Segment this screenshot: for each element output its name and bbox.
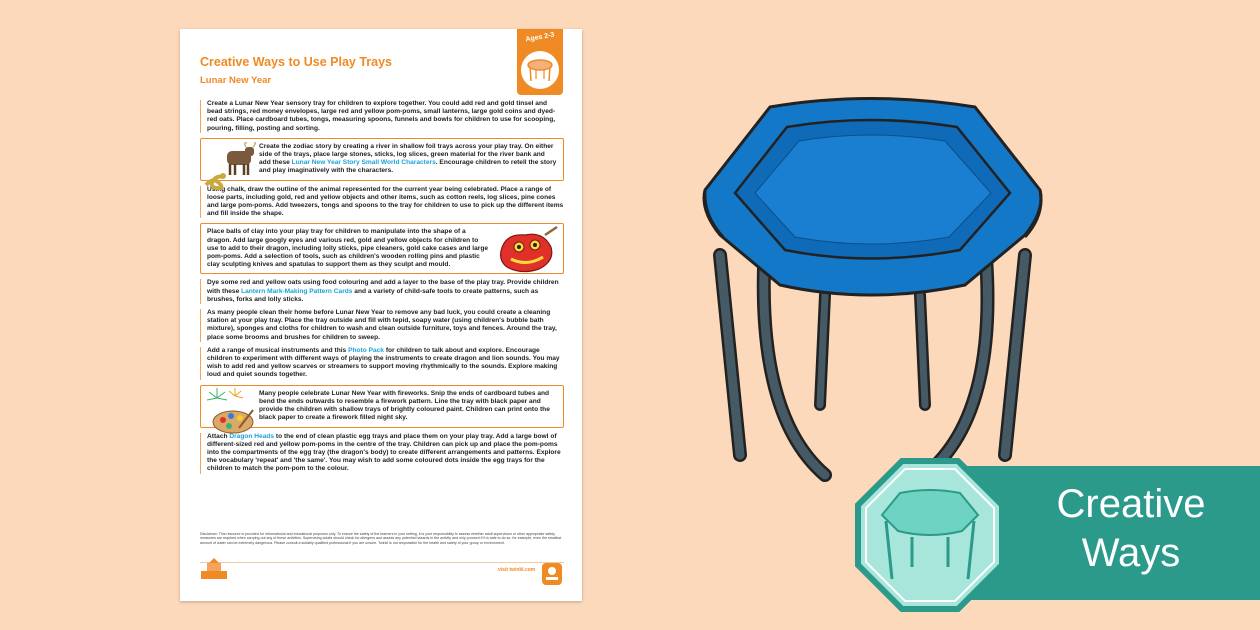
building-blocks-icon xyxy=(199,557,229,586)
activity-musical-instruments xyxy=(200,347,564,380)
activity-sensory-tray: Create a Lunar New Year sensory tray for children to explore together. You could add red and gold tinsel and bead strings, red money envelopes, large red and yellow pom-poms, small lanterns, large gold coins and dyed-red oats. Place cardboard tubes, tongs, measuring spoons, funnels and bowls for children to use for scooping, pouring, filling, posting and sorting. xyxy=(200,100,564,133)
activity-chalk-outline: Using chalk, draw the outline of the animal represented for the current year being celebrated. Place a range of loose parts, including gold, red and yellow objects and other items, such as cotton reels, log slices, pine cones and large pom-poms. Add tweezers, tongs and spoons to the tray for children to use to pick up the different items and fill inside the shape. xyxy=(200,186,564,219)
activity-list xyxy=(200,100,564,479)
document-title: Creative Ways to Use Play Trays xyxy=(200,55,392,69)
footer-divider xyxy=(200,562,564,563)
play-tray-illustration xyxy=(695,85,1045,490)
ox-and-snake-illustration xyxy=(203,141,259,194)
activity-cleaning-station: As many people clean their home before Lunar New Year to remove any bad luck, you could create a cleaning station at your play tray. Place the tray outside and fill with tepid, soapy water (using children's bubble bath mixture), sponges and cloths for children to wash and clean outside furniture, toys and fences. Around the tray, place some brooms and brushes for children to sweep. xyxy=(200,309,564,342)
fireworks-and-palette-illustration xyxy=(203,386,257,439)
banner-title xyxy=(1006,480,1256,578)
play-tray-mini-icon xyxy=(521,51,559,89)
egg-tray-text-b: to the end of clean plastic egg trays and place them on your play tray. Add a large bowl of different-sized red and yellow pom-poms in the centre of the tray. Children can pick up and place the pom-poms into the compartments of the egg tray (the dragon's body) to create different arrangements and patterns. Explore the vocabulary 'repeat' and 'the same'. You may wish to add some coloured dots inside the egg trays for the children to match the pom-pom to the colour. xyxy=(207,432,561,473)
photo-pack-link[interactable]: Photo Pack xyxy=(348,346,384,354)
zodiac-story-text-a: Create the zodiac story by creating a river in shallow foil trays across your play tray. On either side of the trays, place large stones, sticks, log slices, green material for the river bank and add these xyxy=(259,142,554,167)
activity-fireworks xyxy=(200,385,564,428)
activity-sheet xyxy=(180,29,582,601)
twinkl-logo-icon xyxy=(541,562,563,591)
small-world-characters-link[interactable]: Lunar New Year Story Small World Characters xyxy=(291,159,436,167)
dragon-head-illustration xyxy=(495,225,559,280)
dragon-heads-link[interactable]: Dragon Heads xyxy=(229,432,275,440)
disclaimer: Disclaimer: This resource is provided for informational and educational purposes only. To ensure the safety of the learners in your setting, it is your responsibility to assess whether adult supervision or other appropriate safety measures are required when carrying out any of these activities. Supervising adults should check for allergens and assess any potential hazards in the activity and only proceed if it is safe to do so, for example, even the smallest amount of water can be extremely dangerous. Please consult a suitably qualified professional if you are unsure. Twinkl is not responsible for the health and safety of your group or environment. xyxy=(200,532,562,545)
clay-dragon-text: Place balls of clay into your play tray for children to manipulate into the shape of a dragon. Add large googly eyes and various red, gold and yellow objects for children to use to add to their dragon, including lolly sticks, pipe cleaners, gold cake cases and large pom-poms. Add a selection of tools, such as children's wooden rolling pins and plastic clay sculpting knives and spatulas to support them as they sculpt and mould. xyxy=(207,228,489,269)
dyed-oats-text-a: Dye some red and yellow oats using food colouring and add a layer to the base of the play tray. Provide children with these xyxy=(207,279,559,295)
instruments-text-a: Add a range of musical instruments and this xyxy=(207,346,349,354)
instruments-text-b: for children to talk about and explore. Encourage children to experiment with different ways of playing the instruments to create dragon and lion sounds. You may wish to add red and yellow scarves or streamers to support moving rhythmically to the sounds. Explore making loud and quiet sounds together. xyxy=(207,346,560,379)
fireworks-text: Many people celebrate Lunar New Year with fireworks. Snip the ends of cardboard tubes and bend the ends outwards to resemble a firework pattern. Line the tray with black paper and provide the children with shallow trays of brightly coloured paint. Children can print onto the black paper to create a firework filled night sky. xyxy=(259,389,550,422)
pattern-cards-link[interactable]: Lantern Mark-Making Pattern Cards xyxy=(241,287,353,295)
age-label: Ages 2-3 xyxy=(525,31,555,44)
banner-line-1: Creative xyxy=(1056,482,1206,526)
play-tray-badge-icon xyxy=(850,455,1010,620)
zodiac-story-text-b: . Encourage children to retell the story and play imaginatively with the characters. xyxy=(259,159,557,175)
age-badge xyxy=(517,29,563,95)
activity-clay-dragon xyxy=(200,223,564,274)
footer-url[interactable]: visit twinkl.com xyxy=(498,567,536,573)
activity-zodiac-story xyxy=(200,138,564,181)
egg-tray-text-a: Attach xyxy=(207,432,230,440)
banner-line-2: Ways xyxy=(1081,531,1181,575)
document-subtitle: Lunar New Year xyxy=(200,75,272,86)
activity-dyed-oats xyxy=(200,279,564,304)
dyed-oats-text-b: and a variety of child-safe tools to create patterns, such as brushes, forks and lolly sticks. xyxy=(207,287,539,303)
